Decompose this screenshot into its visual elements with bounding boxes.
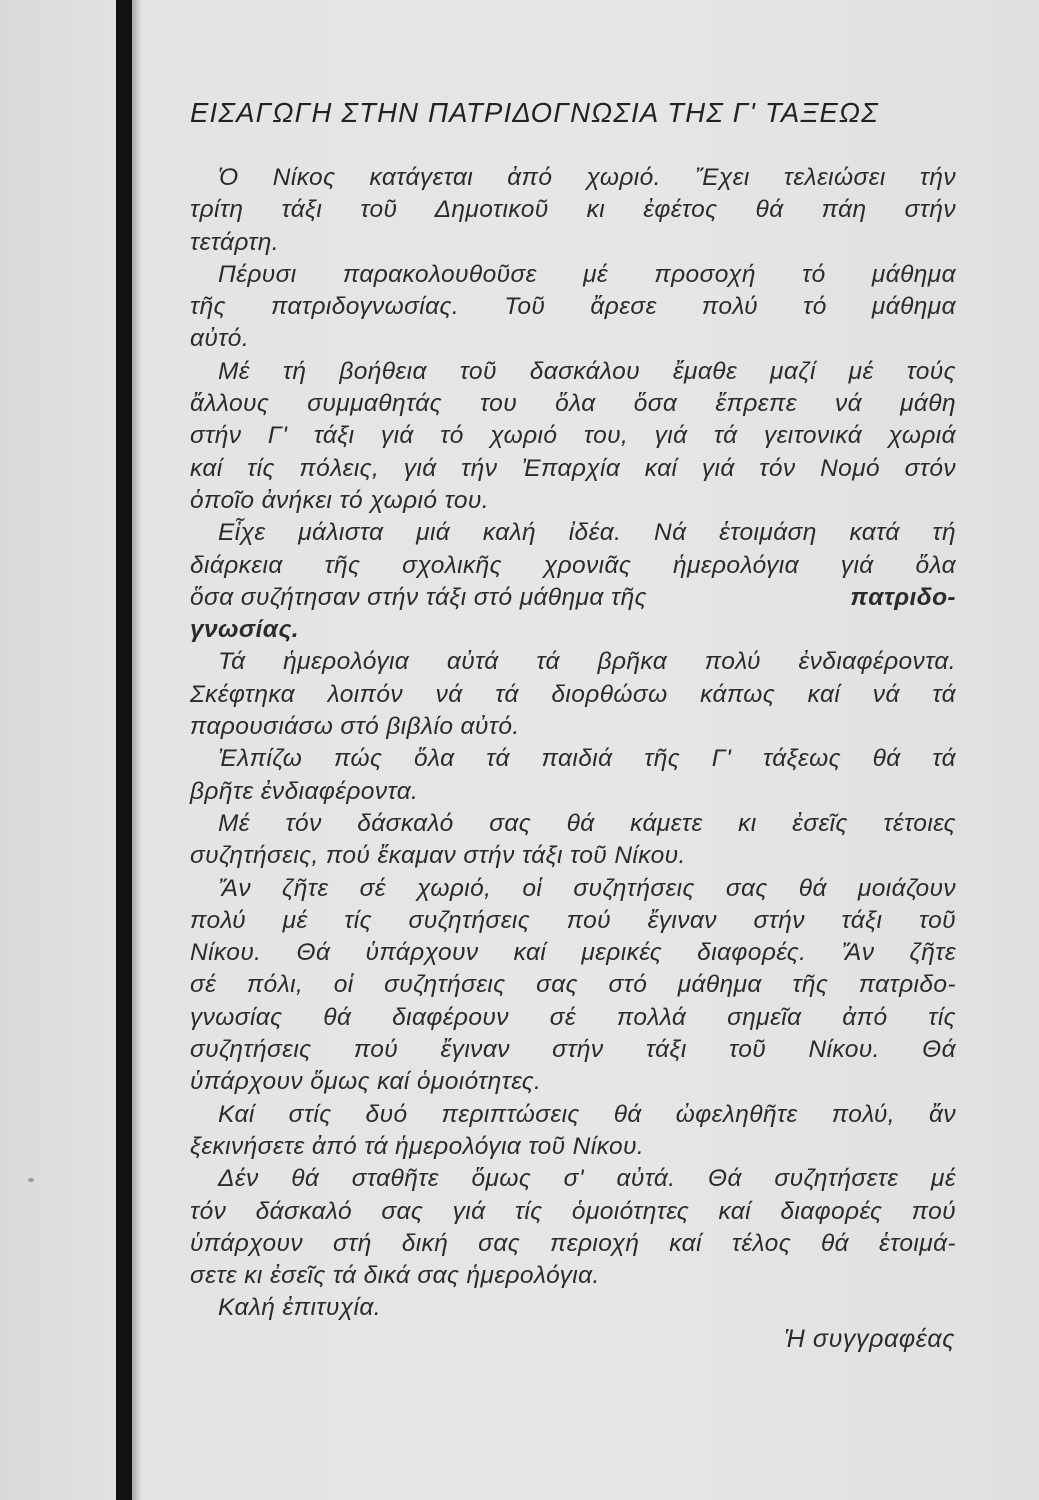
text-line: Καλή ἐπιτυχία. [218,1294,381,1322]
book-spine [116,0,132,1500]
text-line: συζητήσεις πού ἔγιναν στήν τάξι τοῦ Νίκου. Θά [190,1036,956,1064]
text-line: τόν δάσκαλό σας γιά τίς ὁμοιότητες καί διαφορές πού [190,1197,956,1225]
text-line: ἄλλους συμμαθητάς του ὅλα ὅσα ἔπρεπε νά μάθη [190,390,956,418]
text-line: Ἐλπίζω πώς ὅλα τά παιδιά τῆς Γ' τάξεως θά τά [218,745,956,773]
text-line-part: ὅσα συζήτησαν στήν τάξι στό μάθημα τῆς [190,583,647,611]
text-line: ὑπάρχουν ὅμως καί ὁμοιότητες. [190,1068,542,1096]
text-line: σετε κι ἐσεῖς τά δικά σας ἡμερολόγια. [190,1262,600,1290]
text-line: σέ πόλι, οἱ συζητήσεις σας στό μάθημα τῆς πατριδο- [190,971,956,999]
text-line: Μέ τόν δάσκαλό σας θά κάμετε κι ἐσεῖς τέτοιες [218,809,956,837]
author-signature: Ἡ συγγραφέας [784,1325,955,1353]
text-line: στήν Γ' τάξι γιά τό χωριό του, γιά τά γειτονικά χωριά [190,422,956,450]
text-line: Μέ τή βοήθεια τοῦ δασκάλου ἔμαθε μαζί μέ τούς [218,357,956,385]
text-line: Δέν θά σταθῆτε ὅμως σ' αὐτά. Θά συζητήσετε μέ [218,1165,956,1193]
text-line: Πέρυσι παρακολουθοῦσε μέ προσοχή τό μάθημα [218,260,956,288]
body-text [190,162,956,1325]
text-line: Ὁ Νίκος κατάγεται ἀπό χωριό. Ἔχει τελειώσει τήν [218,164,956,191]
bold-term-continued: γνωσίας. [190,616,299,644]
spine-shadow [132,0,142,1500]
text-line: Σκέφτηκα λοιπόν νά τά διορθώσω κάπως καί νά τά [190,680,956,708]
text-line: ὑπάρχουν στή δική σας περιοχή καί τέλος θά ἑτοιμά- [190,1229,956,1257]
text-line: γνωσίας θά διαφέρουν σέ πολλά σημεῖα ἀπό τίς [190,1003,956,1031]
text-line: Ἄν ζῆτε σέ χωριό, οἱ συζητήσεις σας θά μοιάζουν [218,874,956,902]
text-line: τετάρτη. [190,228,279,256]
text-line: ὁποῖο ἀνήκει τό χωριό του. [190,486,489,514]
text-line: βρῆτε ἐνδιαφέροντα. [190,777,419,805]
text-line: τρίτη τάξι τοῦ Δημοτικοῦ κι ἐφέτος θά πάη στήν [190,196,956,224]
bold-term: πατριδο- [850,583,956,611]
text-line: συζητήσεις, πού ἔκαμαν στήν τάξι τοῦ Νίκου. [190,842,686,870]
text-line: Νίκου. Θά ὑπάρχουν καί μερικές διαφορές. Ἄν ζῆτε [190,939,956,967]
text-line: διάρκεια τῆς σχολικῆς χρονιᾶς ἡμερολόγια γιά ὅλα [190,551,956,579]
text-line: ξεκινήσετε ἀπό τά ἡμερολόγια τοῦ Νίκου. [190,1132,645,1160]
text-line: πολύ μέ τίς συζητήσεις πού ἔγιναν στήν τάξι τοῦ [190,906,956,934]
text-line: Τά ἡμερολόγια αὐτά τά βρῆκα πολύ ἐνδιαφέροντα. [218,648,956,676]
text-line: τῆς πατριδογνωσίας. Τοῦ ἄρεσε πολύ τό μάθημα [190,293,956,321]
text-line: παρουσιάσω στό βιβλίο αὐτό. [190,713,520,741]
text-line: αὐτό. [190,325,250,353]
text-line [190,582,956,614]
paper-speck [28,1178,34,1182]
text-line: καί τίς πόλεις, γιά τήν Ἐπαρχία καί γιά τόν Νομό στόν [190,454,956,482]
text-line: Καί στίς δυό περιπτώσεις θά ὠφεληθῆτε πολύ, ἄν [218,1100,956,1128]
page-title: ΕΙΣΑΓΩΓΗ ΣΤΗΝ ΠΑΤΡΙΔΟΓΝΩΣΙΑ ΤΗΣ Γ' ΤΑΞΕΩΣ [190,97,879,128]
text-line: Εἶχε μάλιστα μιά καλή ἰδέα. Νά ἑτοιμάση κατά τή [218,519,956,547]
